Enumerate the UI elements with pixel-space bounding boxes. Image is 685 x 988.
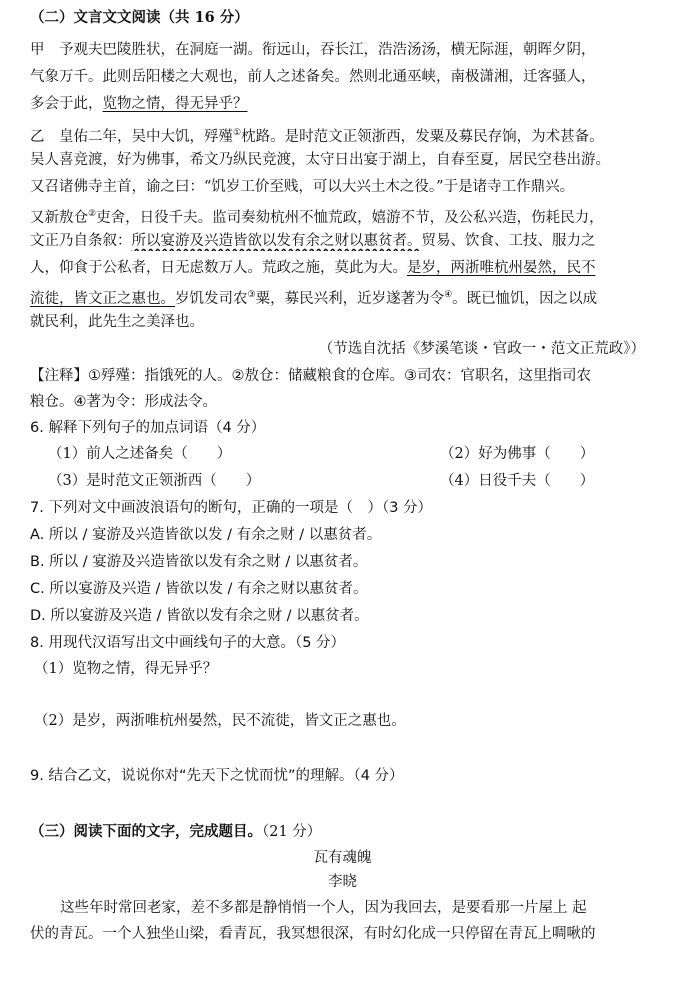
question-6-item: （4）日役千夫（ ）: [440, 473, 595, 489]
section2-title: （二）文言文文阅读（共 16 分）: [30, 9, 249, 26]
passage-yi-text: 贸易、饮食、工技、服力之: [421, 233, 596, 249]
question-8-stem: 8. 用现代汉语写出文中画线句子的大意。（5 分）: [30, 635, 346, 651]
article-paragraph-line: 这些年时常回老家，差不多都是静悄悄一个人，因为我回去，是要看那一片屋上 起: [60, 900, 587, 916]
passage-jia-line: 气象万千。此则岳阳楼之大观也，前人之述备矣。然则北通巫峡，南极潇湘，迁客骚人，: [30, 69, 596, 85]
section3-score: （21 分）: [262, 824, 322, 840]
passage-yi-line: [30, 258, 655, 278]
wavy-underlined-sentence: 所以宴游及兴造皆欲以发有余之财以惠贫者。: [131, 233, 422, 249]
passage-jia-line-3: [30, 94, 655, 114]
passage-yi-text: 又新敖仓: [30, 209, 88, 226]
passage-yi-line: [30, 231, 655, 251]
question-6-item: （3）是时范文正领浙西（ ）: [48, 473, 261, 489]
section3-title-line: [30, 822, 655, 842]
passage-yi-line: [30, 285, 655, 309]
passage-jia-line: 甲 予观夫巴陵胜状，在洞庭一湖。衔远山，吞长江，浩浩汤汤，横无际涯，朝晖夕阴，: [30, 42, 596, 58]
passage-yi-line: 吴人喜竞渡，好为佛事，希文乃纵民竞渡，太守日出宴于湖上，自春至夏，居民空巷出游。: [30, 152, 610, 168]
question-8-item: （1）览物之情，得无异乎？: [34, 661, 218, 677]
question-7-option: B. 所以 / 宴游及兴造皆欲以发有余之财 / 以惠贫者。: [30, 554, 368, 570]
passage-yi-text: 岁饥发司农: [175, 290, 248, 307]
question-7-option: C. 所以宴游及兴造 / 皆欲以发 / 有余之财以惠贫者。: [30, 581, 368, 597]
question-8-item: （2）是岁，两浙唯杭州晏然，民不流徙，皆文正之惠也。: [34, 713, 406, 729]
passage-yi-text: 文正乃自条叙：: [30, 233, 132, 249]
passage-yi-text: 粟，募民兴利，近岁遂著为令: [255, 290, 445, 307]
passage-yi-line: 就民利，此先生之美泽也。: [30, 314, 204, 330]
footnote-marker: ③: [247, 290, 256, 300]
question-9-stem: 9. 结合乙文，说说你对“先天下之忧而忧”的理解。（4 分）: [30, 768, 404, 784]
notes-line: 粮仓。④著为令：形成法令。: [30, 394, 217, 410]
question-7-stem: 7. 下列对文中画波浪语句的断句，正确的一项是（ ）（3 分）: [30, 500, 433, 516]
passage-yi-text: 人，仰食于公私者，日无虑数万人。荒政之施，莫此为大。: [30, 260, 407, 276]
passage-yi-text: 吏舍，日役千夫。监司奏劾杭州不恤荒政，嬉游不节，及公私兴造，伤耗民力，: [96, 209, 604, 226]
passage-yi-text: 乙 皇佑二年，吴中大饥，殍殣: [30, 128, 233, 145]
passage-yi-text: 。既已恤饥，因之以成: [452, 290, 598, 307]
footnote-marker: ①: [233, 128, 242, 138]
underlined-sentence-2: 流徙，皆文正之惠也。: [30, 290, 175, 307]
question-7-option: D. 所以宴游及兴造 / 皆欲以发有余之财 / 以惠贫者。: [30, 608, 369, 624]
section3-title: （三）阅读下面的文字，完成题目。: [30, 823, 262, 840]
source-citation: （节选自沈括《梦溪笔谈・官政一・范文正荒政》）: [318, 341, 645, 357]
article-title: 瓦有魂魄: [313, 850, 372, 866]
passage-yi-line: [30, 123, 655, 147]
footnote-marker: ④: [444, 290, 453, 300]
passage-yi-text: 枕路。是时范文正领浙西，发粟及募民存饷，为术甚备。: [241, 128, 604, 145]
question-7-option: A. 所以 / 宴游及兴造皆欲以发 / 有余之财 / 以惠贫者。: [30, 527, 382, 543]
underlined-sentence-2: 是岁，两浙唯杭州晏然，民不: [407, 260, 596, 276]
article-paragraph-line: 伏的青瓦。一个人独坐山梁，看青瓦，我冥想很深，有时幻化成一只停留在青瓦上啁啾的: [30, 926, 596, 942]
passage-yi-line: [30, 204, 655, 228]
question-6-item: （1）前人之述备矣（ ）: [48, 446, 232, 462]
article-author: 李晓: [328, 874, 357, 890]
footnote-marker: ②: [88, 209, 97, 219]
underlined-sentence-1: 览物之情，得无异乎？: [102, 96, 248, 112]
question-6-item: （2）好为佛事（ ）: [440, 446, 595, 462]
passage-yi-line: 又召诸佛寺主首，谕之曰：“饥岁工价至贱，可以大兴土木之役。”于是诸寺工作鼎兴。: [30, 179, 575, 195]
passage-jia-text: 多会于此，: [30, 96, 103, 112]
notes-line: 【注释】①殍殣：指饿死的人。②敖仓：储藏粮食的仓库。③司农：官职名，这里指司农: [30, 368, 591, 384]
question-6-stem: 6. 解释下列句子的加点词语（4 分）: [30, 420, 266, 436]
